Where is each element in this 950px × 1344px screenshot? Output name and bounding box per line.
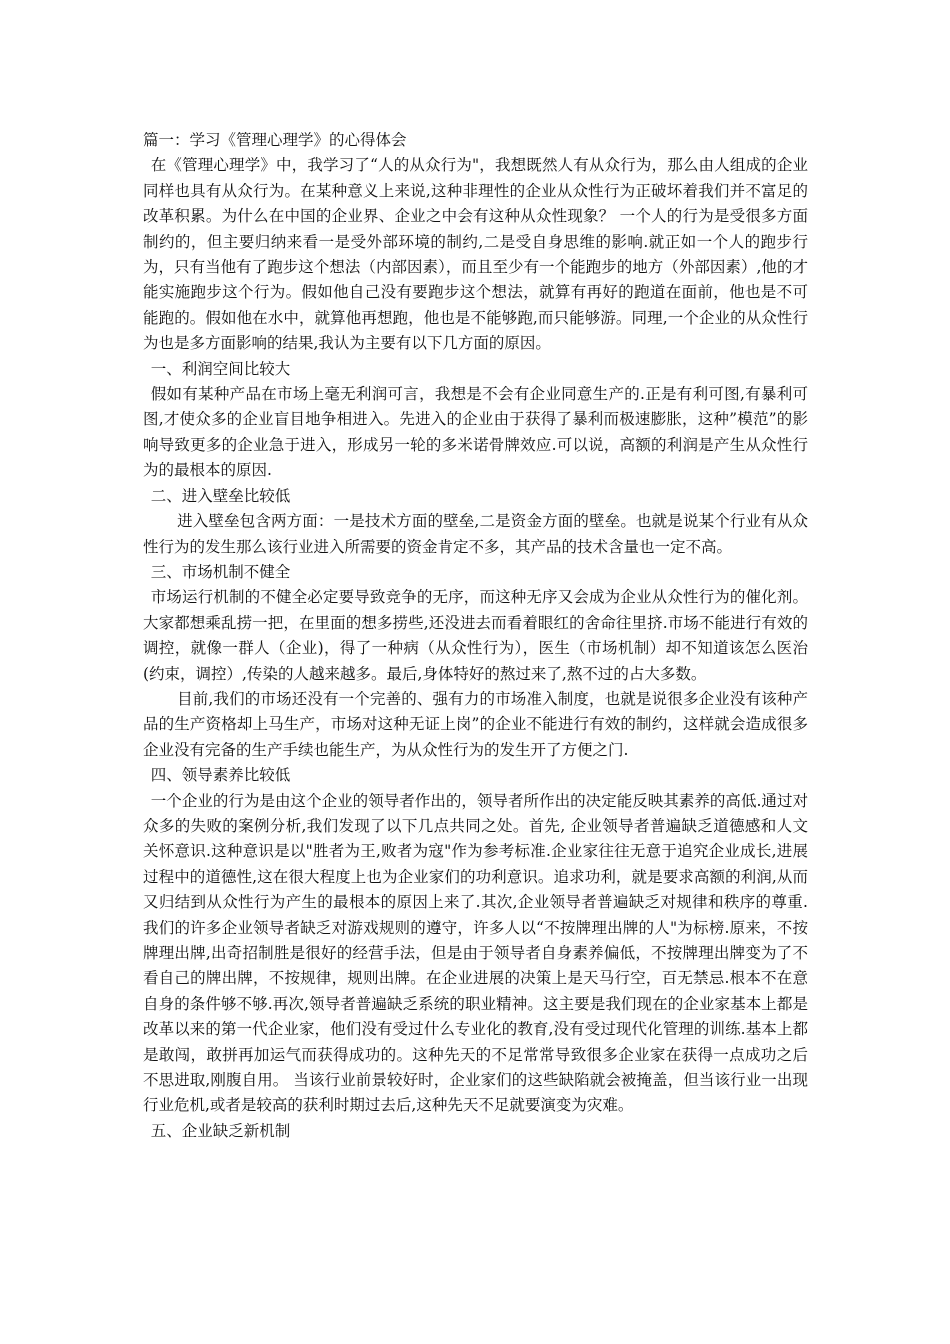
section-heading-3: 三、市场机制不健全 [150, 562, 291, 581]
section-1-paragraph: 假如有某种产品在市场上毫无利润可言，我想是不会有企业同意生产的.正是有利可图,有暴利可图,才使众多的企业盲目地争相进入。先进入的企业由于获得了暴利而极速膨胀，这种”模范”的影响导致更多的企业急于进入，形成另一轮的多米诺骨牌效应.可以说，高额的利润是产生从众性行为的最根本的原因. [143, 385, 808, 480]
section-heading-4: 四、领导素养比较低 [150, 766, 291, 785]
section-4-paragraph: 一个企业的行为是由这个企业的领导者作出的，领导者所作出的决定能反映其素养的高低.通过对众多的失败的案例分析,我们发现了以下几点共同之处。首先, 企业领导者普遍缺乏道德感和人文关怀意识.这种意识是以"胜者为王,败者为寇"作为参考标准.企业家往往无意于追究企业成长,进展过程中的道德性,这在很大程度上也为企业家们的功利意识。追求功利，就是要求高额的利润,从而又归结到从众性行为产生的最根本的原因上来了.其次,企业领导者普遍缺乏对规律和秩序的尊重.我们的许多企业领导者缺乏对游戏规则的遵守，许多人以“不按牌理出牌的人"为标榜.原来，不按牌理出牌,出奇招制胜是很好的经营手法，但是由于领导者自身素养偏低，不按牌理出牌变为了不看自己的牌出牌，不按规律，规则出牌。在企业进展的决策上是天马行空，百无禁忌.根本不在意自身的条件够不够.再次,领导者普遍缺乏系统的职业精神。这主要是我们现在的企业家基本上都是改革以来的第一代企业家，他们没有受过什么专业化的教育,没有受过现代化管理的训练.基本上都是敢闯，敢拼再加运气而获得成功的。这种先天的不足常常导致很多企业家在获得一点成功之后不思进取,刚腹自用。 当该行业前景较好时，企业家们的这些缺陷就会被掩盖，但当该行业一出现行业危机,或者是较高的获利时期过去后,这种先天不足就要演变为灾难。 [143, 791, 808, 1115]
section-3-paragraph-2: 目前,我们的市场还没有一个完善的、强有力的市场准入制度，也就是说很多企业没有该种产品的生产资格却上马生产，市场对这种无证上岗”的企业不能进行有效的制约，这样就会造成很多企业没有完备的生产手续也能生产，为从众性行为的发生开了方便之门. [143, 689, 808, 759]
section-heading-5: 五、企业缺乏新机制 [150, 1121, 291, 1140]
document-title: 篇一：学习《管理心理学》的心得体会 [143, 131, 407, 149]
section-2-paragraph: 进入壁垒包含两方面：一是技术方面的壁垒,二是资金方面的壁垒。也就是说某个行业有从众性行为的发生那么该行业进入所需要的资金肯定不多，其产品的技术含量也一定不高。 [143, 512, 808, 556]
intro-paragraph: 在《管理心理学》中，我学习了“人的从众行为"，我想既然人有从众行为，那么由人组成的企业同样也具有从众行为。在某种意义上来说,这种非理性的企业从众性行为正破坏着我们并不富足的改革积累。为什么在中国的企业界、企业之中会有这种从众性现象？ 一个人的行为是受很多方面制约的，但主要归纳来看一是受外部环境的制约,二是受自身思维的影响.就正如一个人的跑步行为，只有当他有了跑步这个想法（内部因素），而且至少有一个能跑步的地方（外部因素）,他的才能实施跑步这个行为。假如他自己没有要跑步这个想法，就算有再好的跑道在面前，他也是不可能跑的。假如他在水中，就算他再想跑，他也是不能够跑,而只能够游。同理,一个企业的从众性行为也是多方面影响的结果,我认为主要有以下几方面的原因。 [143, 156, 808, 353]
section-heading-1: 一、利润空间比较大 [150, 359, 291, 378]
document-page [143, 128, 808, 1144]
section-heading-2: 二、进入壁垒比较低 [150, 486, 291, 505]
section-3-paragraph: 市场运行机制的不健全必定要导致竞争的无序，而这种无序又会成为企业从众性行为的催化剂。大家都想乘乱捞一把，在里面的想多捞些,还没进去而看着眼红的舍命往里挤.市场不能进行有效的调控，就像一群人（企业)，得了一种病（从众性行为），医生（市场机制）却不知道该怎么医治(约束，调控）,传染的人越来越多。最后,身体特好的熬过来了,熬不过的占大多数。 [143, 588, 808, 683]
